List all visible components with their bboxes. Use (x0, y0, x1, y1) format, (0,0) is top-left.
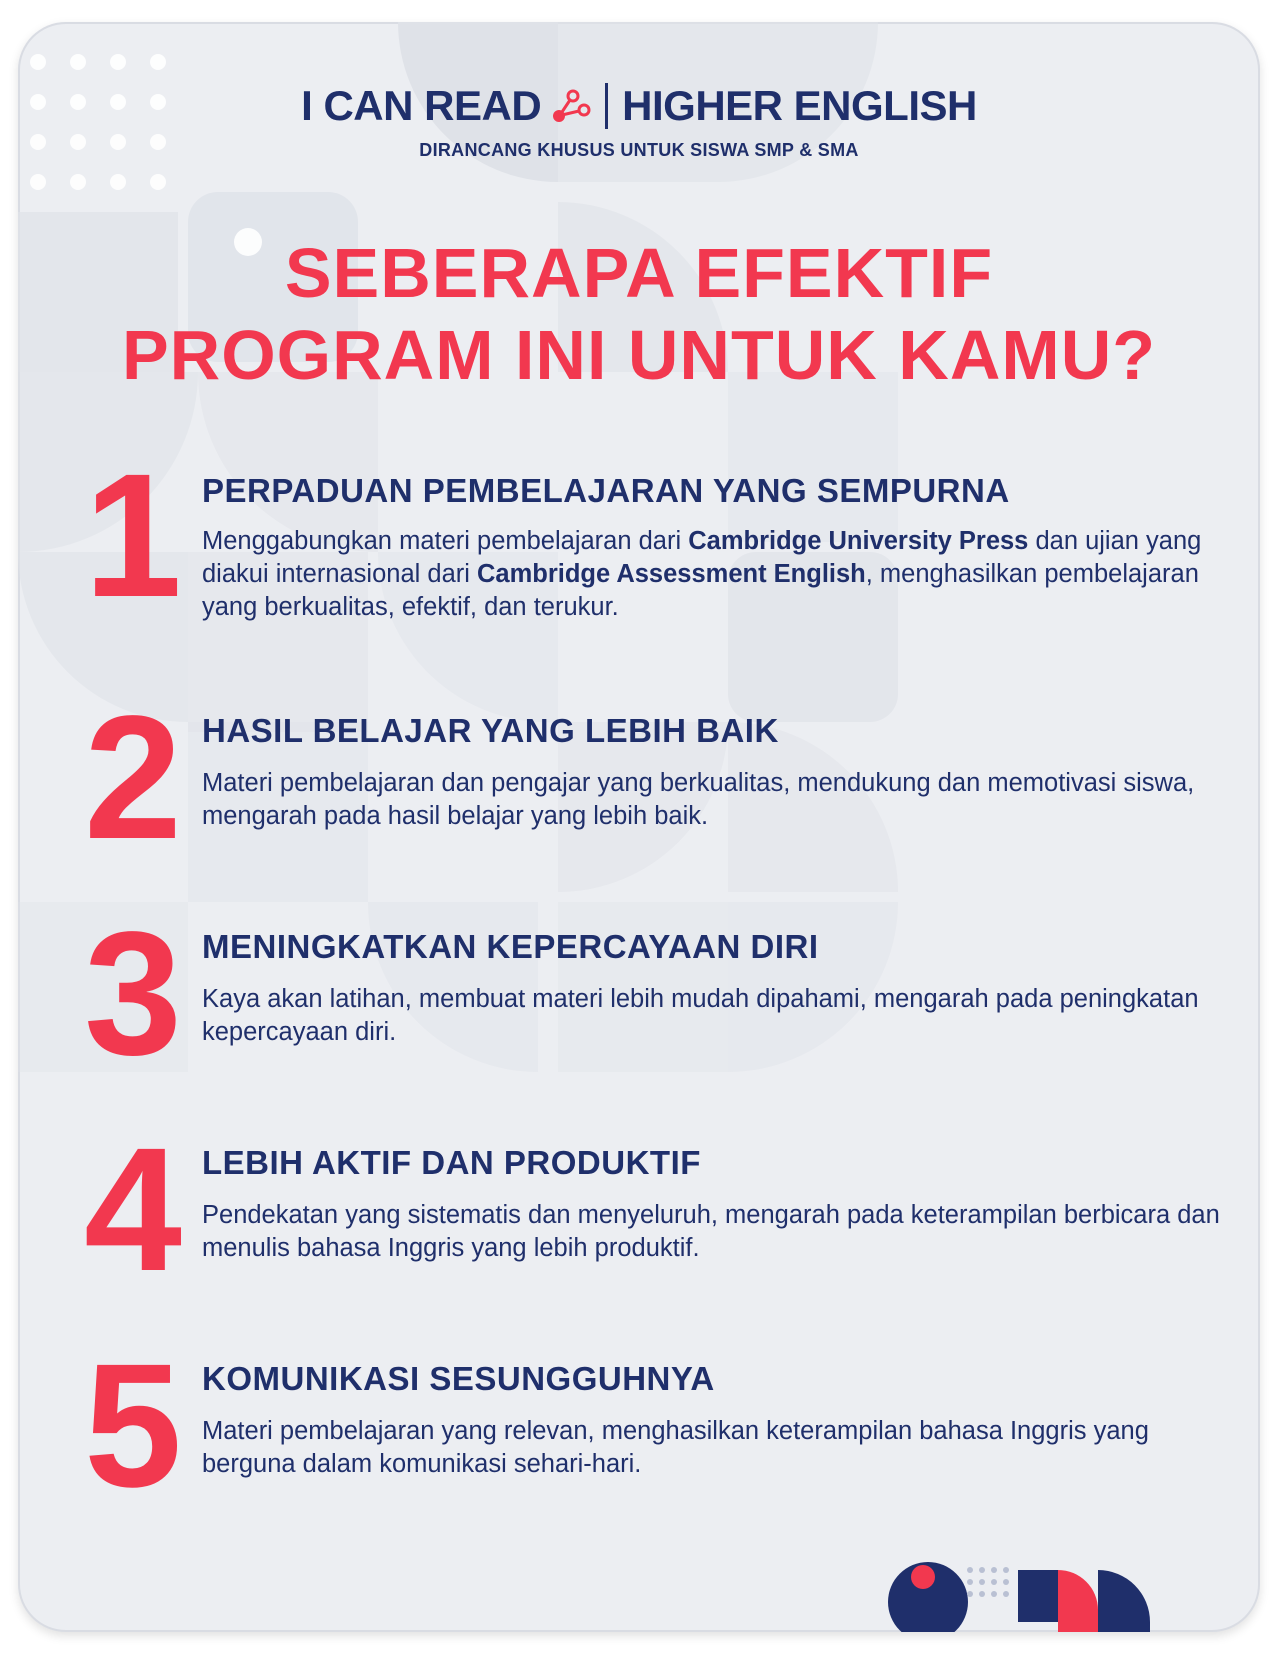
item-description: Materi pembelajaran yang relevan, menghasilkan keterampilan bahasa Inggris yang berguna dalam komunikasi sehari-hari. (202, 1417, 1149, 1478)
item-title: MENINGKATKAN KEPERCAYAAN DIRI (202, 928, 819, 965)
item-description: Kaya akan latihan, membuat materi lebih mudah dipahami, mengarah pada peningkatan kepercayaan diri. (202, 985, 1199, 1046)
item-description: Materi pembelajaran dan pengajar yang berkualitas, mendukung dan memotivasi siswa, mengarah pada hasil belajar yang lebih baik. (202, 769, 1195, 830)
item-number: 4 (84, 1112, 182, 1308)
item-number: 2 (84, 680, 182, 876)
item-number: 5 (84, 1328, 182, 1524)
item-description-text: , menghasilkan pembelajaran yang berkualitas, efektif, dan terukur. (202, 560, 1199, 621)
item-number: 3 (84, 896, 182, 1092)
item-description-text: dan ujian yang diakui internasional dari (202, 527, 1202, 588)
tagline: DIRANCANG KHUSUS UNTUK SISWA SMP & SMA (419, 140, 859, 160)
headline-line-2: PROGRAM INI UNTUK KAMU? (121, 316, 1157, 394)
headline-line-1: SEBERAPA EFEKTIF (284, 234, 994, 312)
item-description-text: Menggabungkan materi pembelajaran dari (202, 527, 689, 555)
item-number: 1 (84, 438, 182, 634)
brand-left: I CAN READ (301, 82, 542, 129)
item-description: Pendekatan yang sistematis dan menyeluruh, mengarah pada keterampilan berbicara dan menulis bahasa Inggris yang lebih produktif. (202, 1201, 1220, 1262)
item-title: KOMUNIKASI SESUNGGUHNYA (202, 1360, 715, 1397)
cambridge-assessment-english-text: Cambridge Assessment English (477, 560, 866, 588)
brand-right: HIGHER ENGLISH (622, 82, 977, 129)
item-title: LEBIH AKTIF DAN PRODUKTIF (202, 1144, 701, 1181)
benefits-list (18, 22, 1260, 1632)
item-title: HASIL BELAJAR YANG LEBIH BAIK (202, 712, 779, 749)
item-title: PERPADUAN PEMBELAJARAN YANG SEMPURNA (202, 472, 1010, 509)
poster-card (18, 22, 1260, 1632)
cambridge-university-press-text: Cambridge University Press (688, 527, 1029, 555)
item-description (202, 525, 1222, 624)
